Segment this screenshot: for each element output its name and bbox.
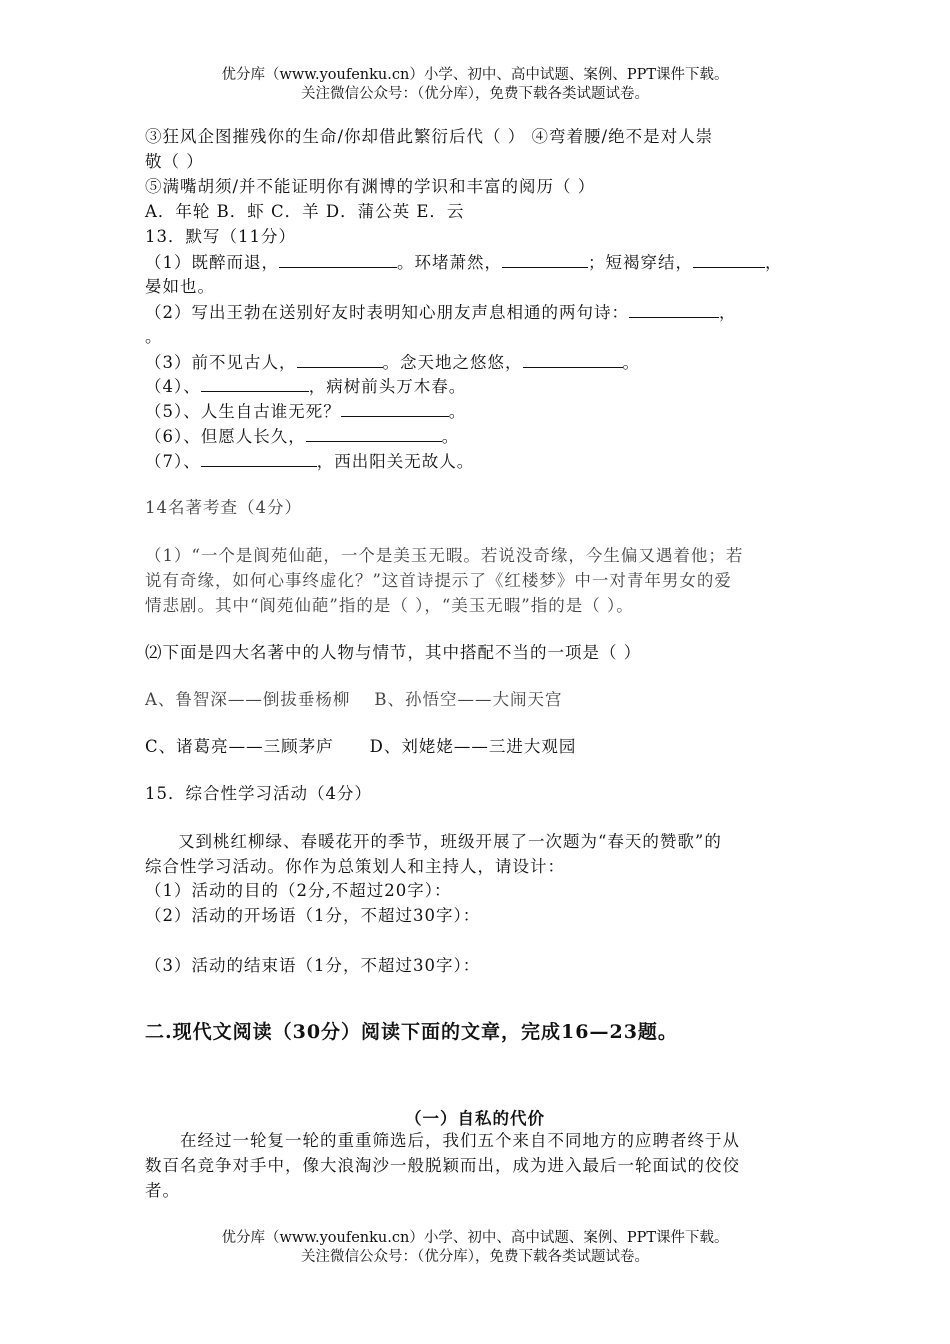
q13-line3-text-c: 。 xyxy=(622,353,640,372)
article-para-line2: 数百名竞争对手中，像大浪淘沙一般脱颖而出，成为进入最后一轮面试的佼佼 xyxy=(145,1156,740,1175)
article-title: （一）自私的代价 xyxy=(405,1109,545,1128)
q13-line5-text-a: （5）、人生自古谁无死？ xyxy=(145,402,341,421)
blank-1[interactable] xyxy=(279,252,397,268)
q13-line7 xyxy=(145,451,474,473)
page-footer-line1: 优分库（www.youfenku.cn）小学、初中、高中试题、案例、PPT课件下载。 xyxy=(221,1230,729,1246)
q13-line1-text-a: （1）既醉而退， xyxy=(145,253,279,272)
q13-line1 xyxy=(145,252,783,274)
page-footer-line2: 关注微信公众号：（优分库），免费下载各类试题试卷。 xyxy=(301,1249,649,1265)
blank-6[interactable] xyxy=(523,352,623,368)
q15-para-line1: 又到桃红柳绿、春暖花开的季节，班级开展了一次题为“春天的赞歌”的 xyxy=(178,832,722,851)
q13-line6 xyxy=(145,426,459,448)
q13-line2 xyxy=(145,302,737,324)
q15-sub2: （2）活动的开场语（1分，不超过30字）： xyxy=(145,906,481,925)
q13-line3-text-b: 。念天地之悠悠， xyxy=(382,353,523,372)
q14-p1-line2: 说有奇缘，如何心事终虚化？”这首诗提示了《红楼梦》中一对青年男女的爱 xyxy=(145,571,732,590)
blank-8[interactable] xyxy=(341,401,449,417)
q13-line2-text-a: （2）写出王勃在送别好友时表明知心朋友声息相通的两句诗： xyxy=(145,303,629,322)
q14-p1-line3: 情悲剧。其中“阆苑仙葩”指的是（ ），“美玉无暇”指的是（ ）。 xyxy=(145,596,634,615)
blank-3[interactable] xyxy=(693,252,765,268)
q12-item3-line: ③狂风企图摧残你的生命/你却借此繁衍后代（ ） ④弯着腰/绝不是对人崇 xyxy=(145,127,714,146)
page-header-line2: 关注微信公众号：（优分库），免费下载各类试题试卷。 xyxy=(301,86,649,102)
q13-line1-text-c: ；短褐穿结， xyxy=(588,253,693,272)
q13-line2-cont: 。 xyxy=(145,327,163,346)
q14-p1-line1: （1）“一个是阆苑仙葩，一个是美玉无暇。若说没奇缘，今生偏又遇着他；若 xyxy=(145,546,744,565)
q12-item5: ⑤满嘴胡须/并不能证明你有渊博的学识和丰富的阅历（ ） xyxy=(145,177,596,196)
q14-p2: ⑵下面是四大名著中的人物与情节，其中搭配不当的一项是（ ） xyxy=(145,643,642,662)
q15-para-line2: 综合性学习活动。你作为总策划人和主持人，请设计： xyxy=(145,857,565,876)
blank-9[interactable] xyxy=(306,426,442,442)
q13-line3 xyxy=(145,352,640,374)
q14-option-a: A、鲁智深——倒拔垂杨柳 xyxy=(145,690,351,709)
q13-line1-text-d: ， xyxy=(765,253,783,272)
q13-line4 xyxy=(145,376,466,398)
q13-title: 13．默写（11分） xyxy=(145,227,296,246)
q13-line7-text-b: ，西出阳关无故人。 xyxy=(316,452,475,471)
q14-option-c: C、诸葛亮——三顾茅庐 xyxy=(145,737,334,756)
q12-options: A．年轮 B．虾 C．羊 D．蒲公英 E．云 xyxy=(145,202,465,221)
q13-line4-text-b: ，病树前头万木春。 xyxy=(308,377,467,396)
article-para-line3: 者。 xyxy=(145,1181,180,1200)
section2-title: 二.现代文阅读（30分）阅读下面的文章，完成16—23题。 xyxy=(145,1021,678,1043)
q14-options-cd xyxy=(145,736,576,758)
blank-4[interactable] xyxy=(629,302,719,318)
q13-line6-text-a: （6）、但愿人长久， xyxy=(145,427,306,446)
blank-10[interactable] xyxy=(201,451,317,467)
blank-7[interactable] xyxy=(201,376,309,392)
q13-line7-text-a: （7）、 xyxy=(145,452,201,471)
q15-title: 15．综合性学习活动（4分） xyxy=(145,784,372,803)
q14-options-ab xyxy=(145,689,563,711)
page-header-line1: 优分库（www.youfenku.cn）小学、初中、高中试题、案例、PPT课件下载。 xyxy=(221,67,729,83)
q15-sub3: （3）活动的结束语（1分，不超过30字）： xyxy=(145,956,481,975)
q13-line3-text-a: （3）前不见古人， xyxy=(145,353,297,372)
q13-line6-text-b: 。 xyxy=(441,427,460,446)
q13-line5 xyxy=(145,401,466,423)
q15-sub1: （1）活动的目的（2分,不超过20字）： xyxy=(145,881,452,900)
q14-title: 14名著考查（4分） xyxy=(145,498,302,517)
q13-line4-text-a: （4）、 xyxy=(145,377,201,396)
article-para-line1: 在经过一轮复一轮的重重筛选后，我们五个来自不同地方的应聘者终于从 xyxy=(180,1131,740,1150)
q14-option-d: D、刘姥姥——三进大观园 xyxy=(369,737,577,756)
q12-item3-cont: 敬（ ） xyxy=(145,152,204,171)
q13-line5-text-b: 。 xyxy=(448,402,467,421)
q13-line1-text-b: 。环堵萧然， xyxy=(397,253,502,272)
blank-5[interactable] xyxy=(297,352,383,368)
blank-2[interactable] xyxy=(502,252,588,268)
q14-option-b: B、孙悟空——大闹天宫 xyxy=(374,690,563,709)
q13-line1-cont: 晏如也。 xyxy=(145,277,215,296)
q13-line2-text-b: ， xyxy=(719,303,737,322)
